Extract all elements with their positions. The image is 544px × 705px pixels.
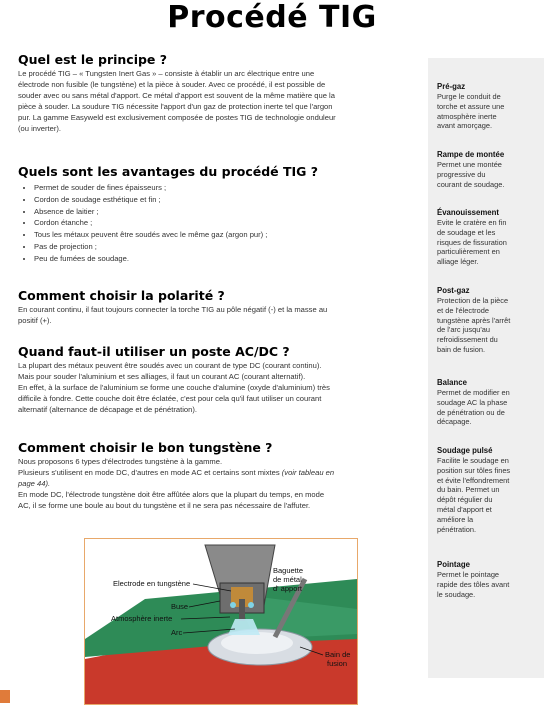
section-heading: Comment choisir la polarité ? [18,288,225,303]
glossary-item-balance [437,378,539,427]
glossary-item-evanouissement [437,208,539,267]
glossary-line: du bain. Permet un [437,485,500,495]
section-acdc [18,344,418,415]
table-reference: page 44). [18,479,51,488]
glossary-line: avant amorçage. [437,121,493,131]
section-heading: Quand faut-il utiliser un poste AC/DC ? [18,344,290,359]
glossary-item-pointage [437,560,539,599]
label-atmosphere: Atmosphère inerte [111,614,173,623]
glossary-line: position sur tôles fines [437,465,511,475]
glossary-term: Évanouissement [437,208,499,217]
list-item: • Pas de projection ; [34,241,418,253]
list-item: • Cordon étanche ; [34,217,418,229]
glossary-term: Pointage [437,560,470,569]
glossary-line: courant de soudage. [437,179,505,189]
glossary-term: Soudage pulsé [437,446,493,455]
paragraph-line [18,478,418,489]
paragraph-line: souder avec ou sans métal d'apport. Ce métal d'apport est souvent de la même matière que la [18,91,335,100]
paragraph-line: Mais pour souder l'aluminium et ses alliages, il faut un courant AC (courant alternatif). [18,372,306,381]
glossary-line: Permet le pointage [437,570,500,579]
glossary-term: Balance [437,378,467,387]
paragraph-line: Nous proposons 6 types d'électrodes tungstène à la gamme. [18,457,223,466]
list-item: • Cordon de soudage esthétique et fin ; [34,194,418,206]
glossary-item-pregaz [437,82,539,131]
glossary-item-rampe [437,150,539,189]
glossary-line: améliore la [437,514,474,524]
glossary-line: alliage léger. [437,257,479,267]
glossary-line: Protection de la pièce [437,296,509,305]
section-polarity [18,288,418,326]
gas-dot [248,602,254,608]
label-pool: fusion [327,659,348,668]
glossary-line: soudage AC la phase [437,397,508,407]
paragraph-text: Plusieurs s'utilisent en mode DC, d'autres en mode AC et certains sont mixtes [18,468,282,477]
glossary-line: particulièrement en [437,247,500,257]
glossary-term: Post-gaz [437,286,470,295]
tungsten-electrode [239,599,245,621]
paragraph-line: pur. La gamme Easyweld est exclusivement composée de postes TIG de technologie onduleur [18,113,336,122]
paragraph-line: Le procédé TIG – « Tungsten Inert Gas » – consiste à établir un arc électrique entre une [18,69,315,78]
paragraph-line: électrode non fusible (le tungstène) et la pièce à souder. Avec ce procédé, il est possible de [18,80,326,89]
section-principle [18,52,418,134]
glossary-line: Evite le cratère en fin [437,218,507,227]
glossary-line: le soudage. [437,589,476,599]
paragraph-line: En courant continu, il faut toujours connecter la torche TIG au pôle négatif (-) et la masse au [18,305,328,314]
glossary-line: torche et assure une [437,101,505,111]
list-item: • Tous les métaux peuvent être soudés avec le même gaz (argon pur) ; [34,229,418,241]
table-reference: (voir tableau en [281,468,335,477]
glossary-line: et de l'électrode [437,305,489,315]
section-heading: Quel est le principe ? [18,52,168,67]
glossary-item-postgaz [437,286,539,355]
glossary-line: et évite l'effondrement [437,475,510,485]
glossary-sidebar [428,58,544,678]
glossary-line: atmosphère inerte [437,111,497,121]
paragraph-line: difficile à fondre. Cette couche doit être éclatée, c'est pour cela qu'il faut utiliser un courant [18,394,322,403]
paragraph-line: AC, il se forme une boule au bout du tungstène et il ne sera pas nécessaire de l'affuter. [18,501,311,510]
glossary-line: rapide des tôles avant [437,579,510,589]
glossary-line: tungstène après l'arrêt [437,315,511,325]
paragraph-line: La plupart des métaux peuvent être soudés avec un courant de type DC (courant continu). [18,361,322,370]
section-tungsten [18,440,418,511]
glossary-line: pénétration. [437,524,477,534]
paragraph-line: (ou inverter). [18,124,62,133]
paragraph-line: En effet, à la surface de l'aluminium se forme une couche d'alumine (oxyde d'aluminium) très [18,383,330,392]
glossary-line: métal d'apport et [437,504,492,514]
paragraph-line: En mode DC, l'électrode tungstène doit être affûtée alors que la plupart du temps, en mode [18,490,325,499]
section-heading: Quels sont les avantages du procédé TIG ? [18,164,319,179]
glossary-line: refroidissement du [437,335,498,345]
section-heading: Comment choisir le bon tungstène ? [18,440,273,455]
section-advantages [18,164,418,265]
glossary-line: bain de fusion. [437,344,486,354]
advantages-list [18,182,418,265]
glossary-line: Permet de modifier en [437,388,510,397]
glossary-line: dépôt régulier du [437,495,493,505]
list-item: • Absence de laitier ; [34,206,418,218]
glossary-term: Pré-gaz [437,82,466,91]
paragraph-line: pièce à souder. La soudure TIG nécessite l'apport d'un gaz de protection inerte tel que l'argon [18,102,333,111]
gas-dot [230,602,236,608]
glossary-line: risques de fissuration [437,237,507,247]
glossary-line: décapage. [437,417,472,427]
glossary-line: Permet une montée [437,160,502,169]
label-electrode: Electrode en tungstène [113,579,191,588]
label-filler: Baguette [273,566,304,575]
label-pool: Bain de [325,650,351,659]
label-filler: de métal [273,575,302,584]
tig-diagram-svg [85,539,357,704]
glossary-line: progressive du [437,169,486,179]
list-item: • Permet de souder de fines épaisseurs ; [34,182,418,194]
page-corner-tab [0,690,10,703]
weld-pool-highlight [221,632,293,654]
glossary-line: Purge le conduit de [437,92,501,101]
list-item: • Peu de fumées de soudage. [34,253,418,265]
tig-diagram [84,538,358,705]
paragraph-line: positif (+). [18,316,52,325]
paragraph-line: alternatif (alternance de décapage et de pénétration). [18,405,197,414]
glossary-term: Rampe de montée [437,150,505,159]
glossary-line: Facilite le soudage en [437,456,509,465]
glossary-line: de l'arc jusqu'au [437,325,490,335]
label-arc: Arc [171,628,183,637]
glossary-item-pulse [437,446,539,534]
glossary-line: de pénétration ou de [437,407,505,417]
label-filler: d' apport [273,584,302,593]
paragraph-line [18,467,418,478]
page-title: Procédé TIG [167,0,377,35]
glossary-line: de soudage et les [437,227,496,237]
label-nozzle: Buse [171,602,189,611]
